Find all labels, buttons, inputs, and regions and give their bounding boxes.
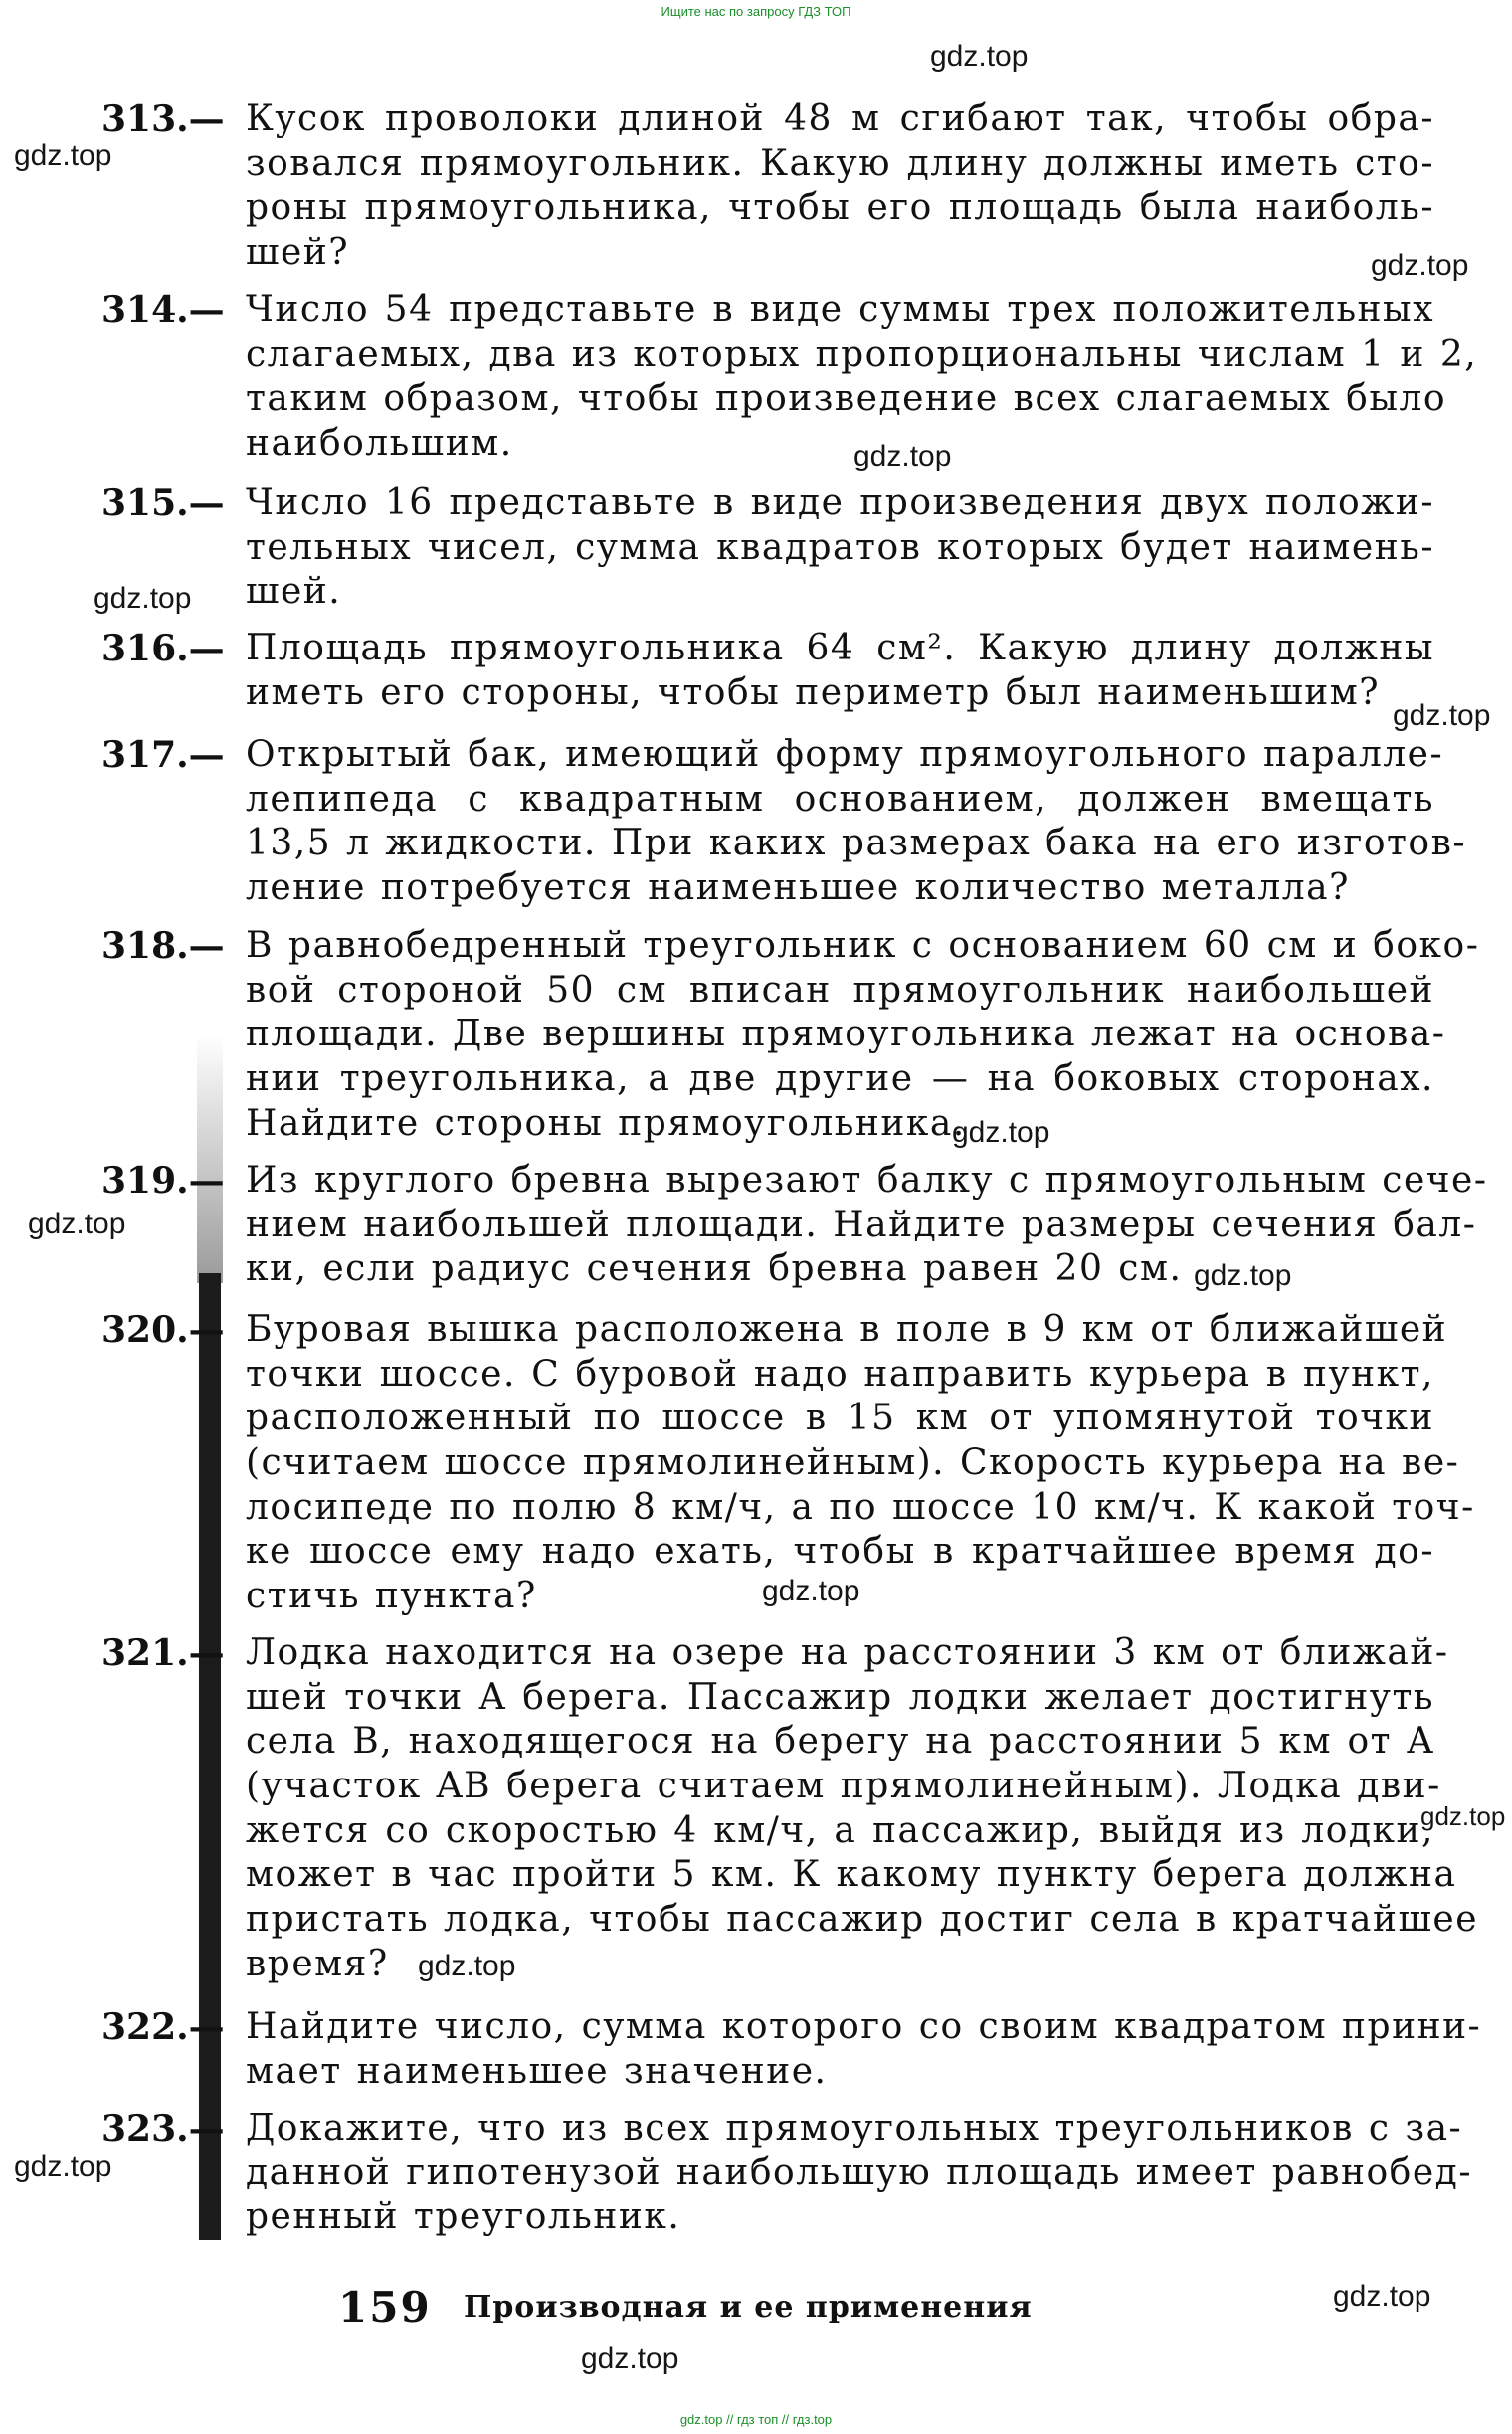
text-line: 13,5 л жидкости. При каких размерах бака на его изготов- (246, 823, 1467, 864)
text-line: ке шоссе ему надо ехать, чтобы в кратчайшее время до- (246, 1531, 1434, 1573)
text-line: нии треугольника, а две другие — на боковых сторонах. (246, 1058, 1434, 1100)
problem-number: 314.— (101, 289, 225, 331)
watermark: gdz.top (952, 1116, 1050, 1149)
page-binding-edge (199, 1273, 221, 2240)
text-line: нием наибольшей площади. Найдите размеры сечения бал- (246, 1204, 1477, 1245)
text-line: Найдите число, сумма которого со своим квадратом прини- (246, 2006, 1482, 2047)
text-line: Лодка находится на озере на расстоянии 3 км от ближай- (246, 1632, 1449, 1673)
text-line: слагаемых, два из которых пропорциональны числам 1 и 2, (246, 333, 1478, 375)
text-line: села B, находящегося на берегу на расстоянии 5 км от A (246, 1721, 1434, 1763)
watermark: gdz.top (418, 1950, 516, 1982)
text-line: Докажите, что из всех прямоугольных треугольников с за- (246, 2108, 1463, 2149)
problem-text (246, 924, 1480, 1146)
text-line: наибольшим. (246, 423, 513, 465)
text-line: шей точки A берега. Пассажир лодки желает достигнуть (246, 1676, 1434, 1718)
problem-number: 318.— (101, 925, 225, 967)
watermark: gdz.top (1194, 1259, 1292, 1292)
text-line: вой стороной 50 см вписан прямоугольник наибольшей (246, 969, 1434, 1011)
text-line: лосипеде по полю 8 км/ч, а по шоссе 10 км/ч. К какой точ- (246, 1486, 1475, 1528)
text-line: Буровая вышка расположена в поле в 9 км от ближайшей (246, 1309, 1448, 1350)
text-line: стичь пункта? (246, 1576, 537, 1617)
page-number: 159 (338, 2283, 432, 2332)
header-note: Ищите нас по запросу ГДЗ ТОП (661, 4, 851, 19)
problem-number: 321.— (101, 1632, 225, 1674)
watermark: gdz.top (1333, 2280, 1431, 2313)
text-line: данной гипотенузой наибольшую площадь имеет равнобед- (246, 2152, 1472, 2193)
problem-text (246, 733, 1467, 911)
text-line: тельных чисел, сумма квадратов которых будет наимень- (246, 526, 1434, 568)
text-line: площади. Две вершины прямоугольника лежат на основа- (246, 1014, 1446, 1055)
text-line: точки шоссе. С буровой надо направить курьера в пункт, (246, 1353, 1434, 1395)
text-line: Найдите стороны прямоугольника. (246, 1102, 966, 1144)
text-line: таким образом, чтобы произведение всех слагаемых было (246, 378, 1447, 420)
problem-text (246, 627, 1434, 715)
text-line: может в час пройти 5 км. К какому пункту берега должна (246, 1854, 1457, 1896)
problem-number: 323.— (101, 2108, 225, 2150)
watermark: gdz.top (853, 440, 952, 472)
watermark: gdz.top (28, 1208, 126, 1240)
problem-number: 317.— (101, 734, 225, 776)
text-line: Из круглого бревна вырезают балку с прямоугольным сече- (246, 1160, 1488, 1201)
watermark: gdz.top (581, 2342, 679, 2375)
text-line: время? (246, 1943, 389, 1984)
problem-number: 319.— (101, 1160, 225, 1202)
text-line: мает наименьшее значение. (246, 2050, 828, 2092)
problem-number: 322.— (101, 2006, 225, 2048)
text-line: Число 16 представьте в виде произведения двух положи- (246, 482, 1434, 523)
text-line: ренный треугольник. (246, 2196, 681, 2238)
text-line: иметь его стороны, чтобы периметр был наименьшим? (246, 671, 1381, 713)
text-line: Кусок проволоки длиной 48 м сгибают так, чтобы обра- (246, 98, 1434, 139)
watermark: gdz.top (14, 139, 112, 172)
watermark: gdz.top (14, 2151, 112, 2183)
problem-number: 315.— (101, 482, 225, 524)
text-line: Площадь прямоугольника 64 см². Какую длину должны (246, 628, 1434, 668)
problem-text (246, 1308, 1475, 1619)
text-line: (участок AB берега считаем прямолинейным). Лодка дви- (246, 1766, 1441, 1807)
text-line: расположенный по шоссе в 15 км от упомянутой точки (246, 1398, 1434, 1439)
watermark: gdz.top (1420, 1801, 1506, 1831)
text-line: жется со скоростью 4 км/ч, а пассажир, выйдя из лодки, (246, 1809, 1434, 1851)
running-title: Производная и ее применения (464, 2290, 1033, 2325)
text-line: зовался прямоугольник. Какую длину должны иметь сто- (246, 142, 1434, 184)
text-line: ки, если радиус сечения бревна равен 20 см. (246, 1248, 1183, 1290)
text-line: ление потребуется наименьшее количество металла? (246, 867, 1350, 909)
watermark: gdz.top (762, 1575, 860, 1607)
text-line: В равнобедренный треугольник с основанием 60 см и боко- (246, 925, 1480, 966)
text-line: роны прямоугольника, чтобы его площадь была наиболь- (246, 187, 1434, 229)
watermark: gdz.top (1371, 249, 1469, 281)
text-line: лепипеда с квадратным основанием, должен вмещать (246, 778, 1434, 820)
text-line: шей? (246, 232, 350, 274)
problem-number: 316.— (101, 628, 225, 669)
problem-text (246, 288, 1478, 467)
text-line: Открытый бак, имеющий форму прямоугольного паралле- (246, 734, 1444, 775)
text-line: пристать лодка, чтобы пассажир достиг села в кратчайшее (246, 1899, 1479, 1941)
watermark: gdz.top (94, 582, 192, 615)
problem-text (246, 481, 1434, 615)
footer-note: gdz.top // гдз топ // гдз.top (679, 2412, 833, 2427)
text-line: (считаем шоссе прямолинейным). Скорость курьера на ве- (246, 1442, 1460, 1484)
problem-number: 313.— (101, 98, 225, 140)
text-line: шей. (246, 571, 342, 613)
watermark: gdz.top (1393, 699, 1491, 732)
watermark: gdz.top (930, 40, 1029, 73)
problem-text (246, 97, 1434, 276)
problem-text (246, 2107, 1472, 2240)
text-line: Число 54 представьте в виде суммы трех положительных (246, 289, 1434, 330)
problem-text (246, 2005, 1482, 2094)
problem-number: 320.— (101, 1309, 225, 1351)
